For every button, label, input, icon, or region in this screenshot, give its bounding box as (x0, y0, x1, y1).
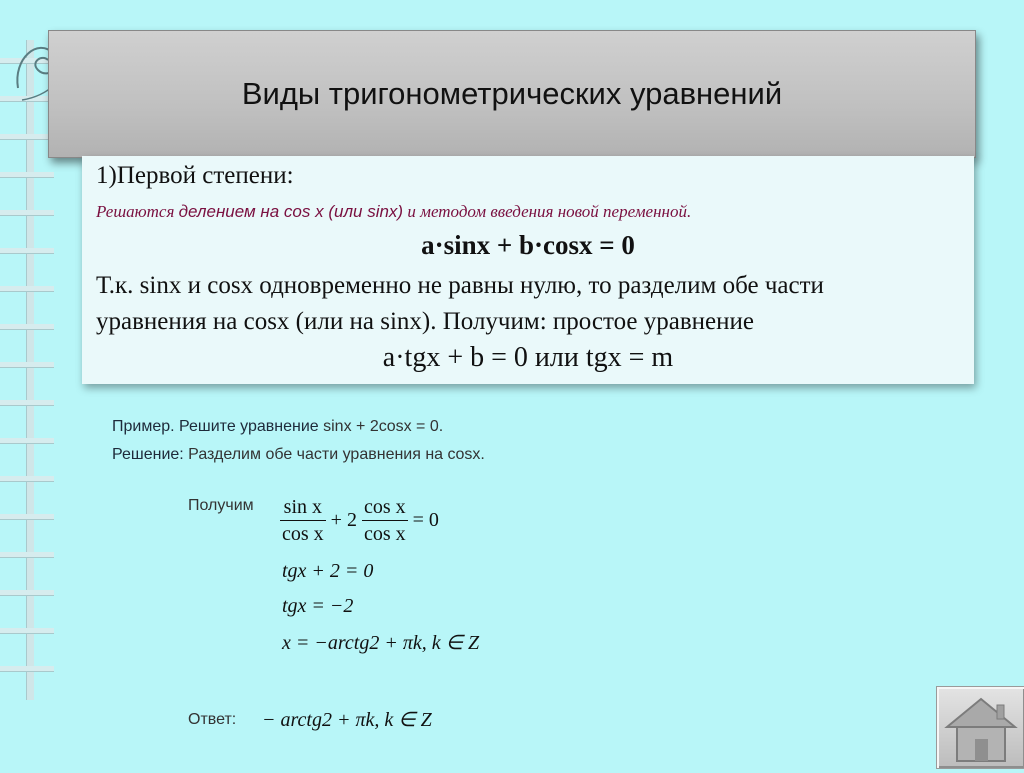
fraction-sin-over-cos (280, 494, 326, 547)
explanation-line-2: уравнения на cosx (или на sinx). Получим: простое уравнение (96, 308, 754, 335)
got-label: Получим (188, 497, 254, 514)
solution-text: Разделим обе части уравнения на cosx. (188, 446, 485, 463)
ladder-rung (0, 552, 54, 558)
content-card (82, 156, 974, 384)
result-formula: a·tgx + b = 0 или tgx = m (382, 342, 674, 373)
home-button[interactable] (936, 686, 1024, 769)
title-banner (48, 30, 976, 158)
main-formula: a·sinx + b·cosx = 0 (421, 230, 635, 260)
fraction-numerator: cos x (362, 494, 408, 521)
explanation-line-1: Т.к. sinx и cosx одновременно не равны нулю, то разделим обе части (96, 272, 824, 299)
step-1: tgx + 2 = 0 (282, 560, 374, 582)
ladder-rung (0, 248, 54, 254)
fraction-numerator: sin x (280, 494, 326, 521)
method-text-part3: и методом введения новой переменной. (403, 202, 692, 221)
ladder-rung (0, 324, 54, 330)
section-heading: 1)Первой степени: (96, 162, 294, 189)
equals-zero: = 0 (412, 509, 439, 531)
example-solution (112, 446, 485, 464)
method-text-part1: Решаются (96, 202, 179, 221)
ladder-rung (0, 666, 54, 672)
fraction-cos-over-cos (362, 494, 408, 547)
home-icon (937, 687, 1024, 768)
example-task-equation: sinx + 2cosx = 0. (323, 418, 444, 435)
solution-label: Решение: (112, 446, 189, 463)
plus-two: + 2 (330, 509, 357, 531)
slide-title: Виды тригонометрических уравнений (241, 76, 783, 111)
fraction-equation (280, 494, 439, 547)
ladder-rung (0, 172, 54, 178)
example-task (112, 418, 443, 436)
step-2: tgx = −2 (282, 595, 354, 617)
example-task-label: Пример. Решите уравнение (112, 418, 324, 435)
ladder-rung (0, 590, 54, 596)
ladder-rung (0, 438, 54, 444)
ladder-rung (0, 628, 54, 634)
ladder-rung (0, 400, 54, 406)
step-3: x = −arctg2 + πk, k ∈ Z (282, 632, 480, 654)
ladder-rung (0, 476, 54, 482)
answer-label: Ответ: (188, 711, 237, 728)
fraction-denominator: cos x (282, 523, 324, 545)
ladder-rung (0, 514, 54, 520)
fraction-denominator: cos x (363, 523, 406, 545)
method-text (96, 202, 691, 222)
ladder-rung (0, 210, 54, 216)
method-text-part2: делением на cos x (или sinx) (178, 202, 404, 221)
ladder-rung (0, 134, 54, 140)
ladder-rung (0, 286, 54, 292)
ladder-rung (0, 362, 54, 368)
answer-value: − arctg2 + πk, k ∈ Z (262, 709, 432, 731)
